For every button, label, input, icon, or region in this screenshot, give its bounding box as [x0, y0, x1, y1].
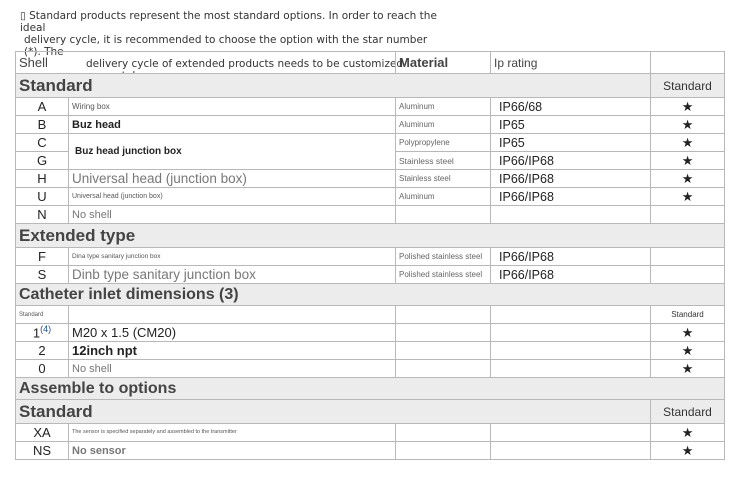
option-description: Buz head junction box: [69, 134, 396, 170]
standard-column-label: Standard: [651, 400, 725, 424]
option-material: Aluminum: [396, 188, 491, 206]
header-row: [16, 52, 725, 74]
option-ip-rating: IP66/IP68: [491, 266, 651, 284]
option-description: No sensor: [69, 442, 396, 460]
option-code: 0: [16, 360, 69, 378]
table-row: [16, 134, 725, 152]
option-code: S: [16, 266, 69, 284]
option-ip-rating: IP66/IP68: [491, 188, 651, 206]
option-code: A: [16, 98, 69, 116]
section-standard-2: [16, 400, 725, 424]
option-description: Buz head: [69, 116, 396, 134]
option-description: Dinb type sanitary junction box: [69, 266, 396, 284]
star-icon: ★: [651, 170, 725, 188]
option-code: XA: [16, 424, 69, 442]
option-code: B: [16, 116, 69, 134]
option-ip-rating: IP66/IP68: [491, 248, 651, 266]
option-description: 12inch npt: [69, 342, 396, 360]
star-icon: ★: [651, 324, 725, 342]
star-icon: ★: [651, 188, 725, 206]
option-code: NS: [16, 442, 69, 460]
option-description: Universal head (junction box): [69, 188, 396, 206]
option-ip-rating: IP65: [491, 116, 651, 134]
table-row: [16, 424, 725, 442]
option-code: U: [16, 188, 69, 206]
option-material: Polypropylene: [396, 134, 491, 152]
table-row: [16, 442, 725, 460]
option-description: Wiring box: [69, 98, 396, 116]
star-icon: ★: [651, 342, 725, 360]
header-ip-rating: Ip rating: [491, 52, 651, 74]
option-code: F: [16, 248, 69, 266]
section-assemble-options: [16, 378, 725, 400]
table-row: [16, 324, 725, 342]
option-material: Aluminum: [396, 98, 491, 116]
option-material: Stainless steel: [396, 152, 491, 170]
option-code: C: [16, 134, 69, 152]
table-row: [16, 116, 725, 134]
option-material: Polished stainless steel: [396, 266, 491, 284]
option-material: Aluminum: [396, 116, 491, 134]
option-code: [16, 324, 69, 342]
catheter-subheader-row: [16, 306, 725, 324]
option-ip-rating: IP66/68: [491, 98, 651, 116]
option-code: N: [16, 206, 69, 224]
section-standard: [16, 74, 725, 98]
option-description: Dina type sanitary junction box: [69, 248, 396, 266]
section-catheter-inlet: [16, 284, 725, 306]
notice-line-1: ▯ Standard products represent the most standard options. In order to reach the ideal: [20, 10, 437, 34]
star-icon: ★: [651, 98, 725, 116]
standard-column-label: Standard: [651, 306, 725, 324]
table-row: [16, 188, 725, 206]
code-number: 1: [32, 325, 41, 341]
table-row: [16, 360, 725, 378]
option-material: Stainless steel: [396, 170, 491, 188]
option-description: The sensor is specified separately and assembled to the transmitter: [69, 424, 396, 442]
option-description: No shell: [69, 206, 396, 224]
option-code: H: [16, 170, 69, 188]
table-row: [16, 248, 725, 266]
section-title: Standard: [16, 74, 651, 98]
option-material: Polished stainless steel: [396, 248, 491, 266]
header-shell: Shell: [16, 52, 396, 74]
header-material: Material: [396, 52, 491, 74]
table-row: [16, 98, 725, 116]
section-extended-type: [16, 224, 725, 248]
option-ip-rating: IP66/IP68: [491, 152, 651, 170]
option-ip-rating: IP66/IP68: [491, 170, 651, 188]
option-description: Universal head (junction box): [69, 170, 396, 188]
table-row: [16, 206, 725, 224]
section-title: Catheter inlet dimensions (3): [16, 284, 725, 306]
option-ip-rating: IP65: [491, 134, 651, 152]
option-description: M20 x 1.5 (CM20): [69, 324, 396, 342]
section-title: Standard: [16, 400, 651, 424]
notice-line-3: delivery cycle of extended products needs to be customized: [86, 58, 404, 70]
star-icon: ★: [651, 442, 725, 460]
standard-left-label: Standard: [16, 306, 69, 324]
notice-line-2: delivery cycle, it is recommended to choose the option with the star number (*). The: [24, 34, 428, 58]
option-code: 2: [16, 342, 69, 360]
star-icon: ★: [651, 152, 725, 170]
option-code: G: [16, 152, 69, 170]
section-title: Extended type: [16, 224, 725, 248]
footnote-marker: (4): [40, 324, 52, 335]
options-table: [15, 51, 725, 460]
section-title: Assemble to options: [16, 378, 725, 400]
star-icon: ★: [651, 424, 725, 442]
star-icon: ★: [651, 134, 725, 152]
table-row: [16, 170, 725, 188]
standard-column-label: Standard: [651, 74, 725, 98]
table-row: [16, 266, 725, 284]
table-row: [16, 342, 725, 360]
star-icon: ★: [651, 116, 725, 134]
option-description: No shell: [69, 360, 396, 378]
star-icon: ★: [651, 360, 725, 378]
